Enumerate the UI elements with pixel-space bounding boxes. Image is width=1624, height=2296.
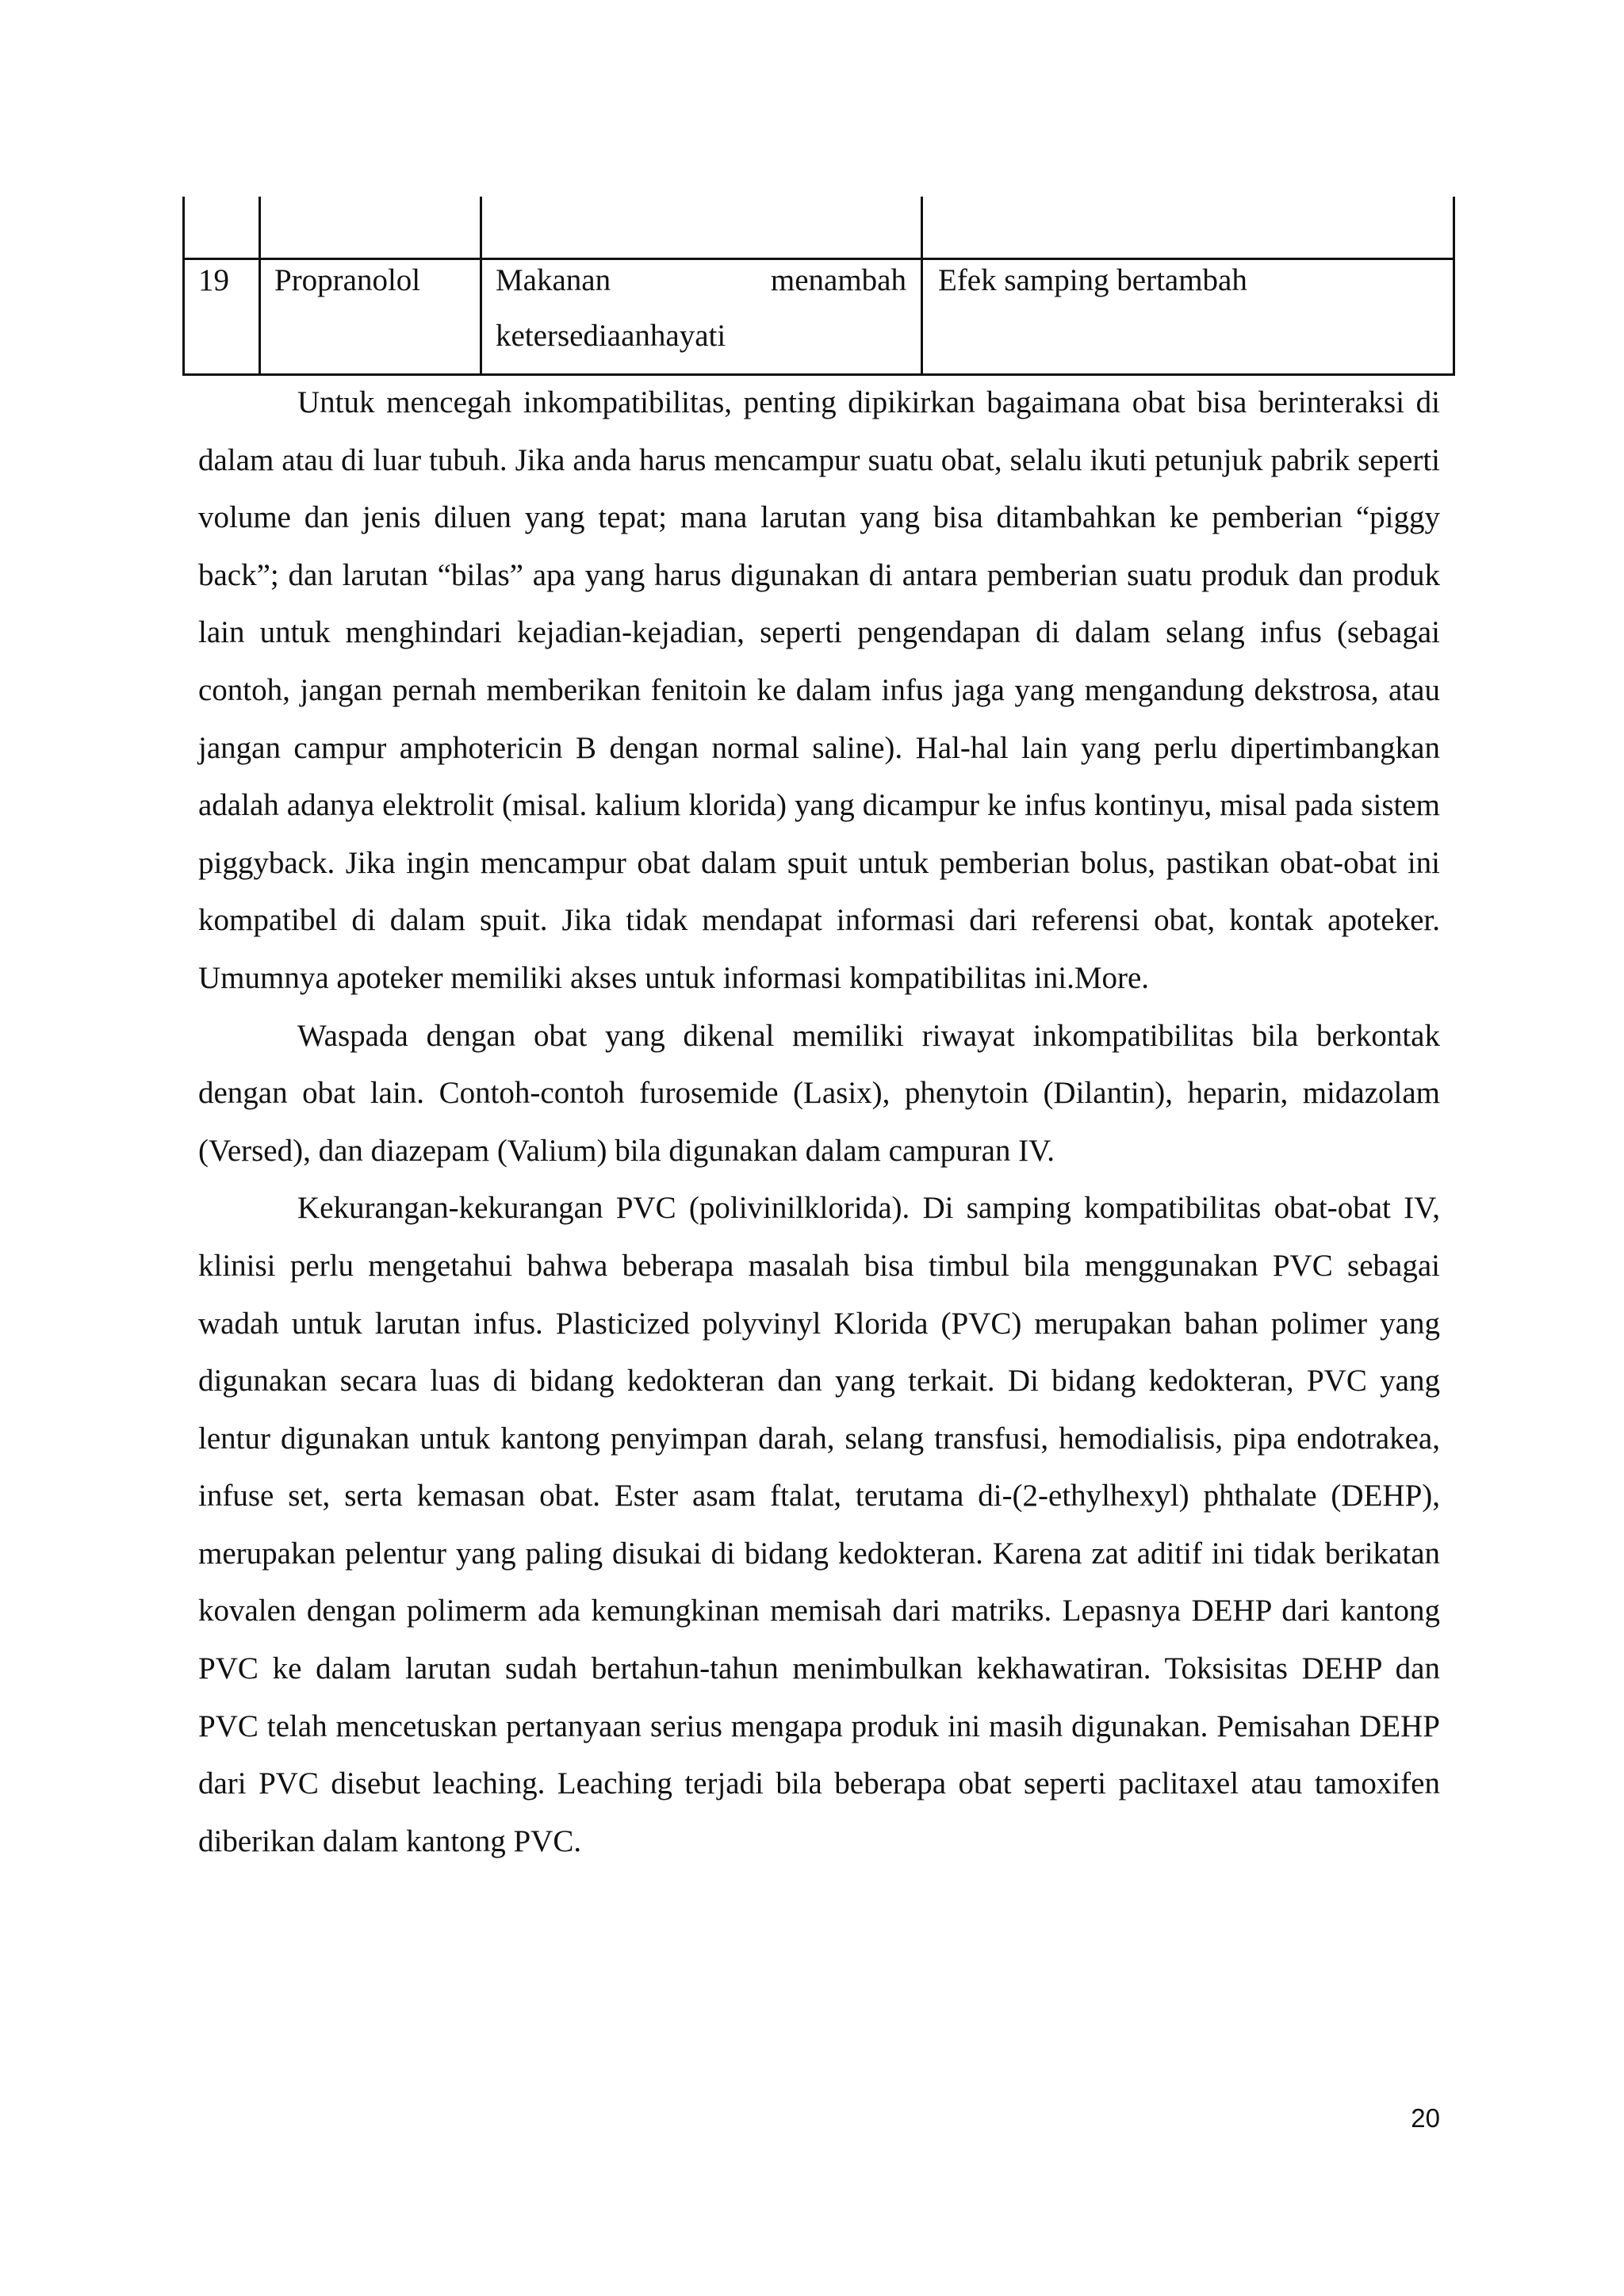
page-number: 20 bbox=[1411, 2103, 1440, 2133]
table-cell-number: 19 bbox=[198, 263, 229, 297]
table-column-divider bbox=[480, 197, 482, 376]
table-cell-interaction-word-2: menambah bbox=[770, 263, 906, 297]
table-cell-drug: Propranolol bbox=[274, 263, 421, 297]
paragraph: Kekurangan-kekurangan PVC (polivinilklorida). Di samping kompatibilitas obat-obat IV, klinisi perlu mengetahui bahwa beberapa masalah bisa timbul bila menggunakan PVC sebagai wadah untuk larutan infus. Plasticized polyvinyl Klorida (PVC) merupakan bahan polimer yang digunakan secara luas di bidang kedokteran dan yang terkait. Di bidang kedokteran, PVC yang lentur digunakan untuk kantong penyimpan darah, selang transfusi, hemodialisis, pipa endotrakea, infuse set, serta kemasan obat. Ester asam ftalat, terutama di-(2-ethylhexyl) phthalate (DEHP), merupakan pelentur yang paling disukai di bidang kedokteran. Karena zat aditif ini tidak berikatan kovalen dengan polimerm ada kemungkinan memisah dari matriks. Lepasnya DEHP dari kantong PVC ke dalam larutan sudah bertahun-tahun menimbulkan kekhawatiran. Toksisitas DEHP dan PVC telah mencetuskan pertanyaan serius mengapa produk ini masih digunakan. Pemisahan DEHP dari PVC disebut leaching. Leaching terjadi bila beberapa obat seperti paclitaxel atau tamoxifen diberikan dalam kantong PVC. bbox=[198, 1191, 1440, 1858]
table-cell-interaction-line-2: ketersediaanhayati bbox=[496, 319, 726, 353]
paragraph: Waspada dengan obat yang dikenal memiliki riwayat inkompatibilitas bila berkontak dengan obat lain. Contoh-contoh furosemide (Lasix), phenytoin (Dilantin), heparin, midazolam (Versed), dan diazepam (Valium) bila digunakan dalam campuran IV. bbox=[198, 1018, 1440, 1168]
table-column-divider bbox=[921, 197, 923, 376]
body-text bbox=[198, 374, 1440, 1870]
paragraph: Untuk mencegah inkompatibilitas, penting dipikirkan bagaimana obat bisa berinteraksi di dalam atau di luar tubuh. Jika anda harus mencampur suatu obat, selalu ikuti petunjuk pabrik seperti volume dan jenis diluen yang tepat; mana larutan yang bisa ditambahkan ke pemberian “piggy back”; dan larutan “bilas” apa yang harus digunakan di antara pemberian suatu produk dan produk lain untuk menghindari kejadian-kejadian, seperti pengendapan di dalam selang infus (sebagai contoh, jangan pernah memberikan fenitoin ke dalam infus jaga yang mengandung dekstrosa, atau jangan campur amphotericin B dengan normal saline). Hal-hal lain yang perlu dipertimbangkan adalah adanya elektrolit (misal. kalium klorida) yang dicampur ke infus kontinyu, misal pada sistem piggyback. Jika ingin mencampur obat dalam spuit untuk pemberian bolus, pastikan obat-obat ini kompatibel di dalam spuit. Jika tidak mendapat informasi dari referensi obat, kontak apoteker. Umumnya apoteker memiliki akses untuk informasi kompatibilitas ini.More. bbox=[198, 385, 1440, 995]
table-border-right bbox=[1453, 197, 1455, 376]
drug-interaction-table bbox=[182, 197, 1455, 376]
table-cell-interaction-word-1: Makanan bbox=[496, 263, 611, 297]
table-border-left bbox=[182, 197, 185, 376]
table-cell-effect: Efek samping bertambah bbox=[938, 263, 1247, 297]
table-column-divider bbox=[259, 197, 261, 376]
